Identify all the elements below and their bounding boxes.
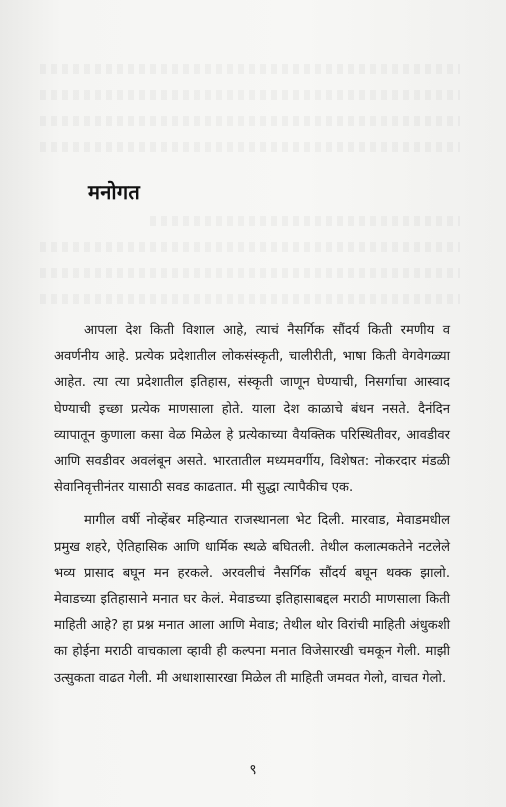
bleed-through-line xyxy=(40,142,460,152)
bleed-through-line xyxy=(40,294,460,304)
bleed-through-line xyxy=(40,242,460,252)
paragraph: आपला देश किती विशाल आहे, त्याचं नैसर्गिक सौंदर्य किती रमणीय व अवर्णनीय आहे. प्रत्येक प्रदेशातील लोकसंस्कृती, चालीरीती, भाषा किती वेगवेगळ्या आहेत. त्या त्या प्रदेशातील इतिहास, संस्कृती जाणून घेण्याची, निसर्गाचा आस्वाद घेण्याची इच्छा प्रत्येक माणसाला होते. याला देश काळाचे बंधन नसते. दैनंदिन व्यापातून कुणाला कसा वेळ मिळेल हे प्रत्येकाच्या वैयक्तिक परिस्थितीवर, आवडीवर आणि सवडीवर अवलंबून असते. भारतातील मध्यमवर्गीय, विशेषत: नोकरदार मंडळी सेवानिवृत्तीनंतर यासाठी सवड काढतात. मी सुद्धा त्यापैकीच एक. xyxy=(54,323,450,496)
bleed-through-line xyxy=(40,90,460,100)
bleed-through-line xyxy=(40,116,460,126)
page-heading: मनोगत xyxy=(88,180,141,204)
body-text xyxy=(54,318,450,692)
bleed-through-line xyxy=(40,268,460,278)
page-number: ९ xyxy=(249,762,257,778)
bleed-through-line xyxy=(40,64,460,74)
paragraph: मागील वर्षी नोव्हेंबर महिन्यात राजस्थानला भेट दिली. मारवाड, मेवाडमधील प्रमुख शहरे, ऐतिहासिक आणि धार्मिक स्थळे बघितली. तेथील कलात्मकतेने नटलेले भव्य प्रासाद बघून मन हरकले. अरवलीचं नैसर्गिक सौंदर्य बघून थक्क झालो. मेवाडच्या इतिहासाने मनात घर केलं. मेवाडच्या इतिहासाबद्दल मराठी माणसाला किती माहिती आहे? हा प्रश्न मनात आला आणि मेवाड; तेथील थोर विरांची माहिती अंधुकशी का होईना मराठी वाचकाला व्हावी ही कल्पना मनात विजेसारखी चमकून गेली. माझी उत्सुकता वाढत गेली. मी अधाशासारखा मिळेल ती माहिती जमवत गेलो, वाचत गेलो. xyxy=(54,513,450,686)
bleed-through-line xyxy=(150,216,460,226)
